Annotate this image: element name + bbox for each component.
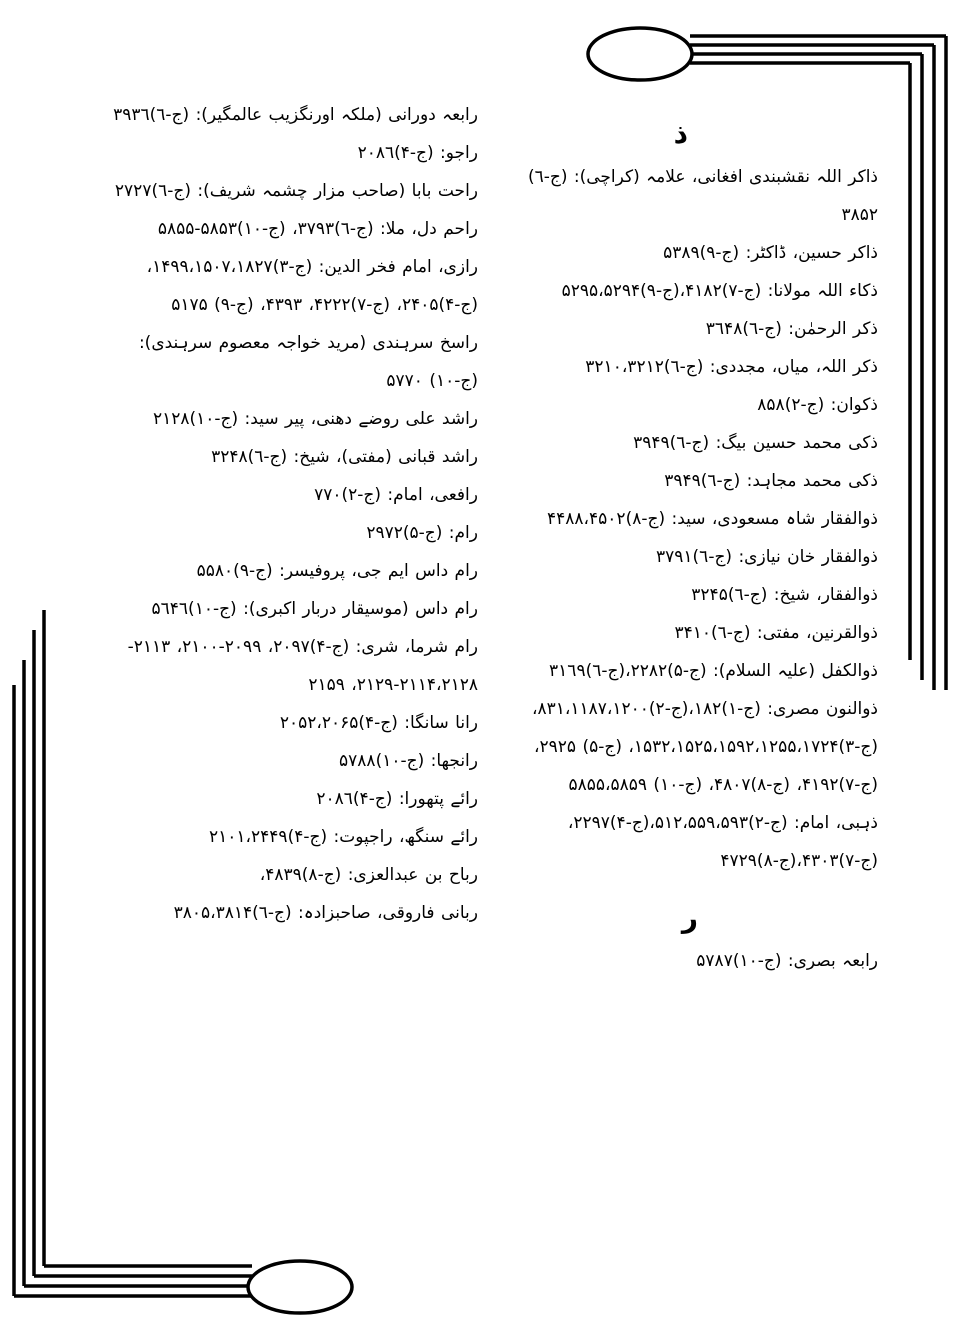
index-entry: ذوالنون مصری: (ج-۱)۱۸۲،(ج-۲)۸۳۱،۱۱۸۷،۱۲۰۰، (ج-۳)۱۵۳۲،۱۵۲۵،۱۵۹۲،۱۲۵۵،۱۷۲۴، (ج-۵) ۲۹۲۵، (ج-۷)۴۱۹۲، (ج-۸)۴۸۰۷، (ج-۱۰) ۵۸۵۵،۵۸۵۹ xyxy=(531,699,878,795)
index-entry: ذکی محمد حسین بیگ: (ج-٦)۳۹۴۹ xyxy=(633,433,878,453)
index-entry: ذوالفقار، شیخ: (ج-٦)۳۲۴۵ xyxy=(691,585,878,605)
index-entry: ذاکر حسین، ڈاکٹر: (ج-۹)۵۳۸۹ xyxy=(663,243,878,263)
index-entry: رام: (ج-۵)۲۹۷۲ xyxy=(366,523,478,543)
index-entry: رام شرما، شری: (ج-۴)۲۰۹۷، ۲۰۹۹-۲۱۰۰، ۲۱۱۳- ۲۱۱۴،۲۱۲۸-۲۱۲۹، ۲۱۵۹ xyxy=(127,637,478,695)
index-entry: ذکر اللہ، میاں، مجددی: (ج-٦)۳۲۱۰،۳۲۱۲ xyxy=(585,357,878,377)
index-entry: ذہبی، امام: (ج-۲)۵۱۲،۵۵۹،۵۹۳،(ج-۴)۲۲۹۷، (ج-۷)۴۳۰۳،(ج-۸)۴۷۲۹ xyxy=(567,813,878,871)
index-entry: رافعی، امام: (ج-۲)۷۷۰ xyxy=(314,485,478,505)
index-entry: راسخ سرہندی (مرید خواجہ معصوم سرہندی): (ج-۱۰) ۵۷۷۰ xyxy=(138,333,478,391)
index-entry: رابعہ بصری: (ج-۱۰)۵۷۸۷ xyxy=(696,951,878,971)
index-entry: رائے سنگھ، راجپوت: (ج-۴)۲۱۰۱،۲۴۴۹ xyxy=(209,827,478,847)
right-column xyxy=(492,110,878,980)
index-entry: راجو: (ج-۴)۲۰۸٦ xyxy=(357,143,478,163)
index-entry: رانا سانگا: (ج-۴)۲۰۵۲،۲۰۶۵ xyxy=(279,713,478,733)
index-entry: رابعہ دورانی (ملکہ اورنگزیب عالمگیر): (ج-٦)۳۹۳٦ xyxy=(113,105,478,125)
index-entry: ربانی فاروقی، صاحبزادہ: (ج-٦)۳۸۰۵،۳۸۱۴ xyxy=(173,903,478,923)
index-entry: راحم دل، ملا: (ج-٦)۳۷۹۳، (ج-۱۰)۵۸۵۳-۵۸۵۵ xyxy=(157,219,478,239)
index-entry: رازی، امام فخر الدین: (ج-۳)۱۴۹۹،۱۵۰۷،۱۸۲۷، (ج-۴)۲۴۰۵، (ج-۷)۴۲۲۲، ۴۳۹۳، (ج-۹) ۵۱۷۵ xyxy=(146,257,478,315)
index-entry: ذوالفقار خان نیازی: (ج-٦)۳۷۹۱ xyxy=(656,547,878,567)
index-entry: راشد علی روضے دھنی، پیر سید: (ج-۱۰)۲۱۲۸ xyxy=(152,409,478,429)
section-letter-dhal: ذ xyxy=(673,117,688,150)
bottom-oval xyxy=(248,1261,352,1313)
index-entry: راحت بابا (صاحب مزار چشمہ شریف): (ج-٦)۲۷۲۷ xyxy=(114,181,478,201)
index-entry: رام داس (موسیقار دربار اکبری): (ج-۱۰)۵٦۴٦ xyxy=(151,599,478,619)
index-entry: ذوالکفل (علیہ السلام): (ج-۵)۲۲۸۲،(ج-٦)۳۱٦۹ xyxy=(549,661,878,681)
index-entry: رانجھا: (ج-۱۰)۵۷۸۸ xyxy=(339,751,478,771)
index-entry: ذوالقرنین، مفتی: (ج-٦)۳۴۱۰ xyxy=(674,623,878,643)
index-entry: ذکاء اللہ مولانا: (ج-۷)۴۱۸۲،(ج-۹)۵۲۹۵،۵۲۹۴ xyxy=(561,281,878,301)
index-entry: ذاکر اللہ نقشبندی افغانی، علامہ (کراچی): (ج-٦) ۳۸۵۲ xyxy=(527,167,878,225)
left-column xyxy=(96,96,478,932)
index-entry: ذوالفقار شاہ مسعودی، سید: (ج-۸)۴۴۸۸،۴۵۰۲ xyxy=(547,509,878,529)
index-entry: رام داس ایم جی، پروفیسر: (ج-۹)۵۵۸۰ xyxy=(196,561,478,581)
top-oval xyxy=(588,28,692,80)
index-entry: ذکوان: (ج-۲)۸۵۸ xyxy=(757,395,878,415)
index-entry: راشد قبانی (مفتی)، شیخ: (ج-٦)۳۲۴۸ xyxy=(211,447,478,467)
section-letter-ra: ر xyxy=(681,901,698,934)
index-entry: ذکر الرحمٰن: (ج-٦)۳٦۴۸ xyxy=(705,319,878,339)
index-entry: رائے پتھورا: (ج-۴)۲۰۸٦ xyxy=(316,789,478,809)
index-entry: رباح بن عبدالعزی: (ج-۸)۴۸۳۹، xyxy=(259,865,478,885)
index-entry: ذکی محمد مجاہد: (ج-٦)۳۹۴۹ xyxy=(664,471,878,491)
